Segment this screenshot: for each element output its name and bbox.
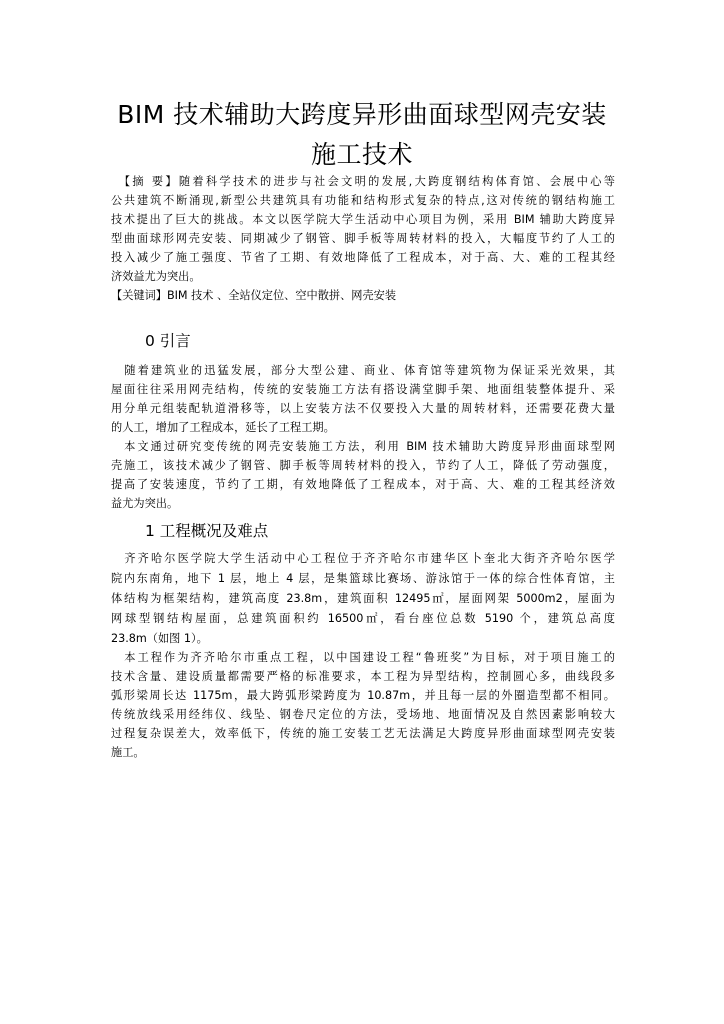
paragraph-line: 院内东南角，地下 1 层，地上 4 层，是集篮球比赛场、游泳馆于一体的综合性体育馆，主	[111, 572, 615, 585]
abstract-line: 公共建筑不断涌现,新型公共建筑具有功能和结构形式复杂的特点,这对传统的钢结构施工	[111, 194, 615, 207]
abstract-line: 济效益尤为突出。	[111, 270, 201, 283]
keywords: 【关键词】BIM 技术 、全站仪定位、空中散拼、网壳安装	[111, 289, 397, 302]
paragraph-line: 弧形梁周长达 1175m，最大跨弧形梁跨度为 10.87m，并且每一层的外圈造型都不相同。	[111, 689, 615, 702]
paragraph-line: 本工程作为齐齐哈尔市重点工程，以中国建设工程“鲁班奖”为目标，对于项目施工的	[111, 651, 615, 664]
abstract-line: 投入减少了施工强度、节省了工期、有效地降低了工程成本，对于高、大、难的工程其经	[111, 251, 615, 264]
document-title-continued: 施工技术	[310, 140, 413, 169]
paragraph-line: 技术含量、建设质量都需要严格的标准要求，本工程为异型结构，控制圆心多，曲线段多	[111, 670, 615, 683]
paragraph-line: 提高了安装速度，节约了工期，有效地降低了工程成本，对于高、大、难的工程其经济效	[111, 478, 615, 491]
paragraph-line: 施工。	[111, 746, 145, 759]
abstract-line: 【摘 要】随着科学技术的进步与社会文明的发展,大跨度钢结构体育馆、会展中心等	[111, 175, 615, 188]
paragraph-line: 网球型钢结构屋面，总建筑面积约 16500㎡，看台座位总数 5190 个，建筑总高度	[111, 612, 615, 625]
section-heading-introduction: 0 引言	[145, 332, 191, 350]
paragraph-line: 23.8m（如图 1）。	[111, 632, 208, 645]
paragraph-line: 的人工，增加了工程成本，延长了工程工期。	[111, 421, 335, 434]
paragraph-line: 用分单元组装配轨道滑移等，以上安装方法不仅要投入大量的周转材料，还需要花费大量	[111, 402, 615, 415]
paragraph-line: 屋面往往采用网壳结构，传统的安装施工方法有搭设满堂脚手架、地面组装整体提升、采	[111, 383, 615, 396]
paragraph-line: 本文通过研究变传统的网壳安装施工方法，利用 BIM 技术辅助大跨度异形曲面球型网	[111, 440, 615, 453]
paragraph-line: 益尤为突出。	[111, 497, 179, 510]
paragraph-line: 体结构为框架结构，建筑高度 23.8m，建筑面积 12495㎡，屋面网架 5000m2，屋面为	[111, 592, 615, 605]
paragraph-line: 过程复杂误差大，效率低下，传统的施工安装工艺无法满足大跨度异形曲面球型网壳安装	[111, 727, 615, 740]
paragraph-line: 传统放线采用经纬仪、线坠、钢卷尺定位的方法，受场地、地面情况及自然因素影响较大	[111, 708, 615, 721]
abstract-line: 型曲面球形网壳安装、同期减少了钢管、脚手板等周转材料的投入，大幅度节约了人工的	[111, 232, 615, 245]
document-title: BIM 技术辅助大跨度异形曲面球型网壳安装	[117, 100, 607, 129]
section-heading-project-overview: 1 工程概况及难点	[145, 522, 269, 540]
abstract-line: 技术提出了巨大的挑战。本文以医学院大学生活动中心项目为例，采用 BIM 辅助大跨度异	[111, 213, 615, 226]
paragraph-line: 齐齐哈尔医学院大学生活动中心工程位于齐齐哈尔市建华区卜奎北大街齐齐哈尔医学	[111, 552, 615, 565]
paragraph-line: 随着建筑业的迅猛发展，部分大型公建、商业、体育馆等建筑物为保证采光效果，其	[111, 364, 615, 377]
paragraph-line: 壳施工，该技术减少了钢管、脚手板等周转材料的投入，节约了人工，降低了劳动强度，	[111, 459, 615, 472]
